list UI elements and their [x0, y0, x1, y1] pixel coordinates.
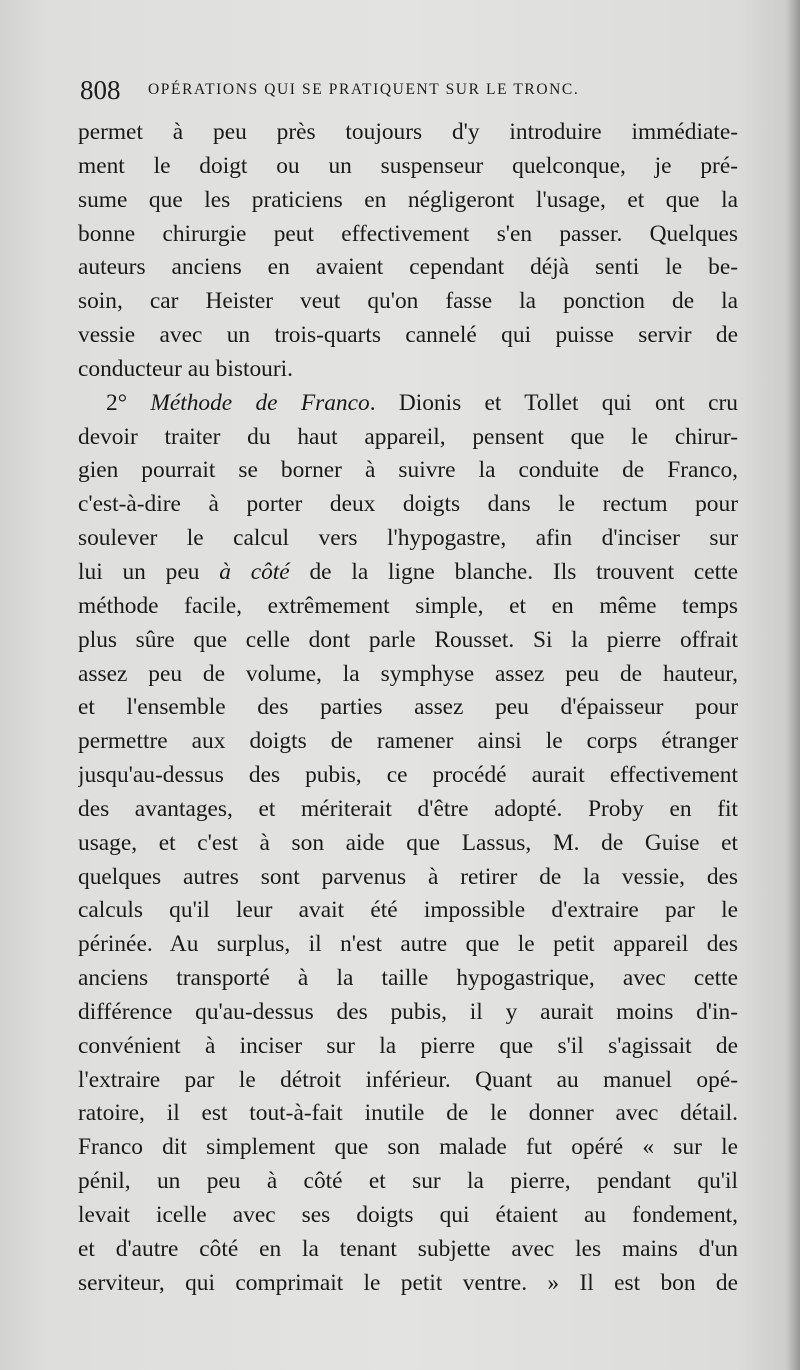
text-line: ratoire, il est tout-à-fait inutile de le donner avec détail. — [78, 1100, 738, 1127]
text-line: l'extraire par le détroit inférieur. Quant au manuel opé- — [78, 1066, 738, 1093]
text-line: calculs qu'il leur avait été impossible d'extraire par le — [78, 897, 738, 924]
text-line: des avantages, et mériterait d'être adopté. Proby en fit — [78, 795, 738, 822]
text-line: soulever le calcul vers l'hypogastre, afin d'inciser sur — [78, 525, 738, 552]
text-line: soin, car Heister veut qu'on fasse la ponction de la — [78, 288, 738, 315]
text-line: gien pourrait se borner à suivre la conduite de Franco, — [78, 457, 738, 484]
text-line-with-italic: lui un peu à côté de la ligne blanche. Ils trouvent cette — [78, 558, 738, 585]
text-line: ment le doigt ou un suspenseur quelconque, je pré- — [78, 152, 738, 179]
text-line: serviteur, qui comprimait le petit ventre. » Il est bon de — [78, 1269, 738, 1296]
page-header — [80, 72, 740, 108]
section-title-italic: Méthode de Franco — [150, 389, 370, 416]
page-edge-shadow — [786, 0, 800, 1370]
body-text — [78, 116, 738, 1301]
text-line: Franco dit simplement que son malade fut opéré « sur le — [78, 1134, 738, 1161]
text-line: plus sûre que celle dont parle Rousset. Si la pierre offrait — [78, 626, 738, 653]
text-line: et d'autre côté en la tenant subjette avec les mains d'un — [78, 1235, 738, 1262]
text-line: permettre aux doigts de ramener ainsi le corps étranger — [78, 728, 738, 755]
text-line: sume que les praticiens en négligeront l'usage, et que la — [78, 186, 738, 213]
text-line: quelques autres sont parvenus à retirer de la vessie, des — [78, 863, 738, 890]
text-line: différence qu'au-dessus des pubis, il y aurait moins d'in- — [78, 998, 738, 1025]
text-line: périnée. Au surplus, il n'est autre que le petit appareil des — [78, 931, 738, 958]
text-line: c'est-à-dire à porter deux doigts dans le rectum pour — [78, 491, 738, 518]
text-line: assez peu de volume, la symphyse assez peu de hauteur, — [78, 660, 738, 687]
text-line: jusqu'au-dessus des pubis, ce procédé aurait effectivement — [78, 762, 738, 789]
italic-phrase: à côté — [219, 558, 290, 585]
text-line: et l'ensemble des parties assez peu d'épaisseur pour — [78, 694, 738, 721]
text-line: convénient à inciser sur la pierre que s'il s'agissait de — [78, 1032, 738, 1059]
text-line: conducteur au bistouri. — [78, 355, 294, 382]
text-line: devoir traiter du haut appareil, pensent que le chirur- — [78, 423, 738, 450]
text-line: levait icelle avec ses doigts qui étaient au fondement, — [78, 1202, 738, 1228]
text-line: pénil, un peu à côté et sur la pierre, pendant qu'il — [78, 1168, 738, 1195]
page-number: 808 — [80, 75, 121, 105]
text-line: auteurs anciens en avaient cependant déjà senti le be- — [78, 254, 738, 281]
opening-line-rest: . Dionis et Tollet qui ont cru — [369, 389, 738, 416]
section-number: 2° — [106, 389, 151, 416]
text-line: méthode facile, extrêmement simple, et en même temps — [78, 592, 738, 619]
text-line: usage, et c'est à son aide que Lassus, M. de Guise et — [78, 829, 738, 856]
text-line: bonne chirurgie peut effectivement s'en passer. Quelques — [78, 220, 738, 247]
running-title: OPÉRATIONS QUI SE PRATIQUENT SUR LE TRONC. — [148, 81, 580, 98]
text-line: permet à peu près toujours d'y introduire immédiate- — [78, 119, 738, 145]
text-line: vessie avec un trois-quarts cannelé qui puisse servir de — [78, 322, 738, 349]
text-line: anciens transporté à la taille hypogastrique, avec cette — [78, 965, 738, 992]
paragraph-opening-line — [78, 387, 738, 421]
